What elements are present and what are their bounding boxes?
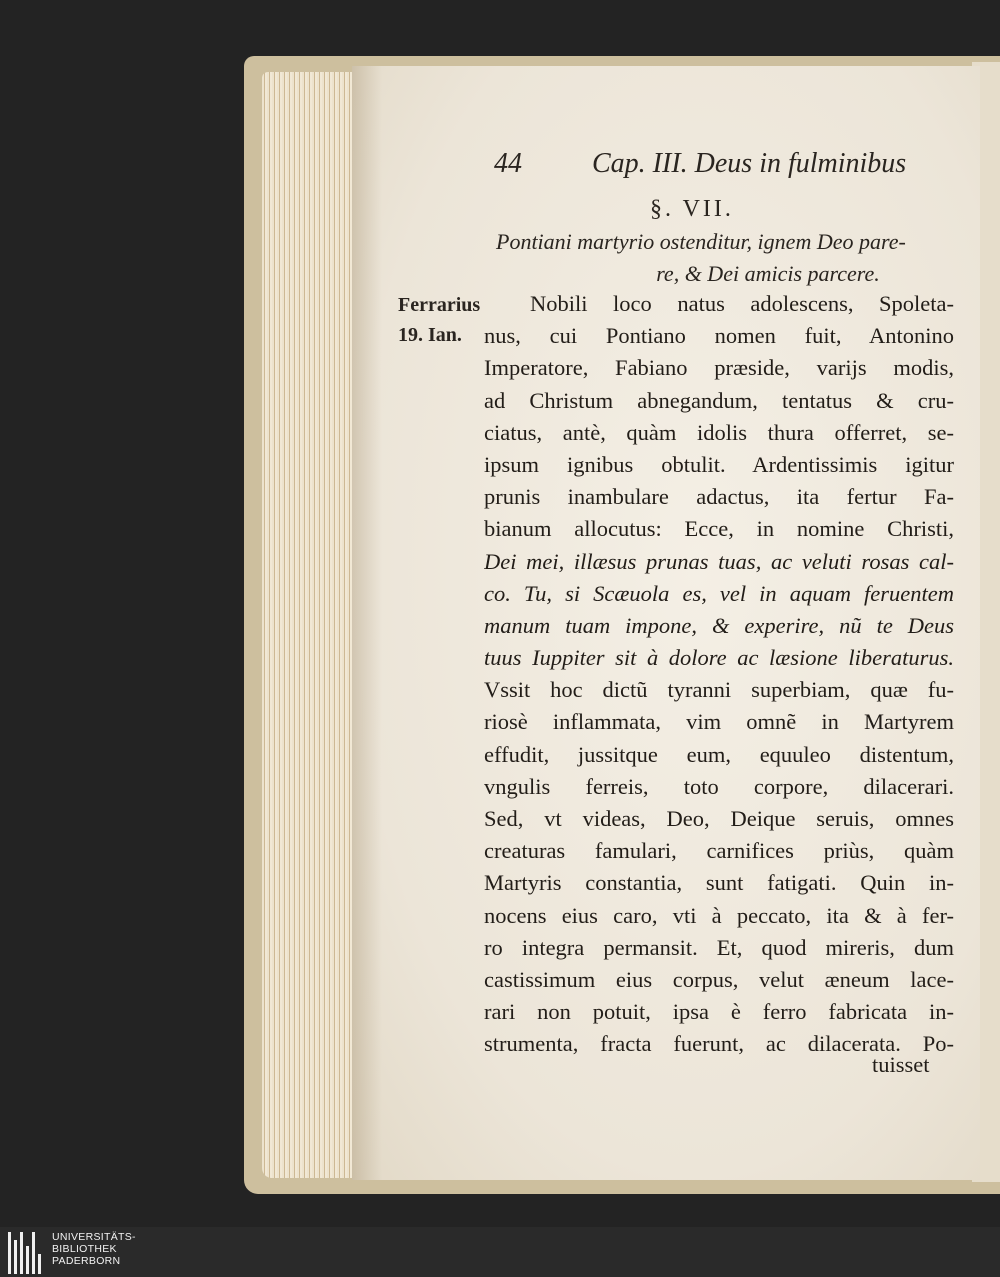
text-line: Imperatore, Fabiano præside, varijs modis,: [484, 355, 954, 381]
text-line: co. Tu, si Scæuola es, vel in aquam feruentem: [484, 580, 954, 606]
catchword: tuisset: [872, 1052, 930, 1077]
margin-note-line: 19. Ian.: [398, 324, 462, 346]
text-line: Dei mei, illæsus prunas tuas, ac veluti rosas cal-: [484, 548, 954, 574]
text-line: Nobili loco natus adolescens, Spoleta-: [530, 291, 954, 316]
text-line: Vssit hoc dictũ tyranni superbiam, quæ fu-: [484, 677, 954, 703]
page-edges: [262, 72, 358, 1178]
running-title: Cap. III. Deus in fulminibus: [592, 148, 907, 179]
text-line: riosè inflammata, vim omnẽ in Martyrem: [484, 709, 954, 735]
logo-text-line: PADERBORN: [52, 1255, 121, 1267]
logo-text-line: UNIVERSITÄTS-: [52, 1231, 136, 1243]
logo-text-line: BIBLIOTHEK: [52, 1243, 117, 1255]
text-line: bianum allocutus: Ecce, in nomine Christi,: [484, 516, 954, 542]
section-subtitle: [496, 226, 950, 290]
margin-note: [398, 290, 480, 350]
text-line: castissimum eius corpus, velut æneum lace-: [484, 966, 954, 992]
subtitle-line: re, & Dei amicis parcere.: [656, 261, 880, 286]
text-line: creaturas famulari, carnifices priùs, quàm: [484, 838, 954, 864]
text-line: vngulis ferreis, toto corpore, dilacerari.: [484, 773, 954, 799]
text-line: effudit, jussitque eum, equuleo distentum,: [484, 741, 954, 767]
text-line: ipsum ignibus obtulit. Ardentissimis igitur: [484, 451, 954, 477]
text-line: tuus Iuppiter sit à dolore ac læsione liberaturus.: [484, 645, 954, 671]
page-gutter-shadow: [352, 66, 382, 1180]
running-header: [494, 148, 914, 188]
subtitle-line: Pontiani martyrio ostenditur, ignem Deo pare-: [496, 229, 906, 254]
text-line: ciatus, antè, quàm idolis thura offerret, se-: [484, 419, 954, 445]
text-line: ro integra permansit. Et, quod mireris, dum: [484, 934, 954, 960]
text-line: Martyris constantia, sunt fatigati. Quin in-: [484, 870, 954, 896]
library-logo-text: [52, 1231, 136, 1267]
library-logo-icon: [8, 1232, 44, 1274]
text-line: ad Christum abnegandum, tentatus & cru-: [484, 387, 954, 413]
page-number: 44: [494, 148, 522, 179]
text-line: nus, cui Pontiano nomen fuit, Antonino: [484, 323, 954, 349]
text-line: manum tuam impone, & experire, nũ te Deus: [484, 612, 954, 638]
text-line: rari non potuit, ipsa è ferro fabricata in-: [484, 999, 954, 1025]
text-line: nocens eius caro, vti à peccato, ita & à fer-: [484, 902, 954, 928]
text-line: Sed, vt videas, Deo, Deique seruis, omnes: [484, 806, 954, 831]
body-text: [484, 288, 954, 1061]
margin-note-line: Ferrarius: [398, 294, 481, 316]
text-line: strumenta, fracta fuerunt, ac dilacerata. Po-: [484, 1031, 954, 1057]
text-line: prunis inambulare adactus, ita fertur Fa-: [484, 484, 954, 510]
section-number: §. VII.: [650, 196, 734, 222]
footer-bar: [0, 1227, 1000, 1277]
